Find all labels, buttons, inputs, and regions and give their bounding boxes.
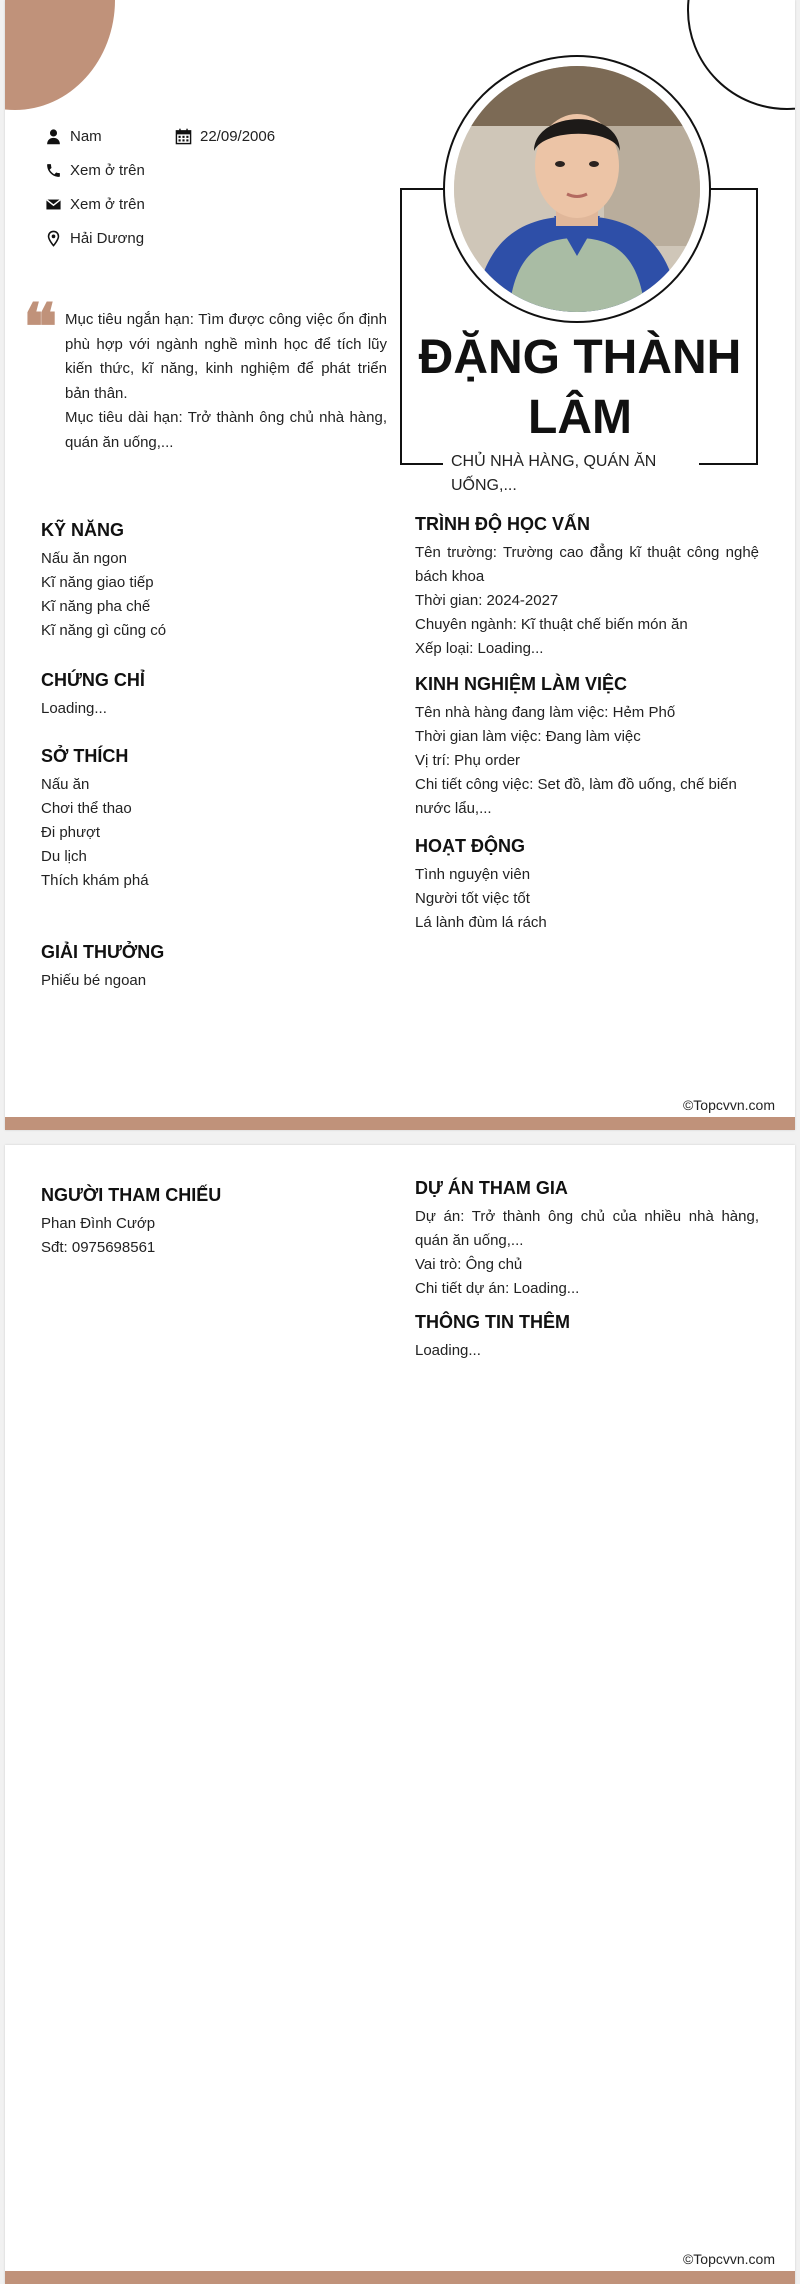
list-item: Tình nguyện viên [415,866,531,883]
objective-long-term: Mục tiêu dài hạn: Trở thành ông chủ nhà hàng, quán ăn uống,... [65,409,387,451]
extra-info-list [415,1339,481,1363]
projects-heading: DỰ ÁN THAM GIA [415,1178,568,1198]
person-icon [45,128,62,145]
avatar [454,66,700,312]
list-item: Vị trí: Phụ order [415,752,521,769]
decorative-corner-circle [5,0,115,110]
list-item: Lá lành đùm lá rách [415,914,547,931]
hobbies-heading: SỞ THÍCH [41,746,129,766]
envelope-icon [45,196,62,213]
skills-list [41,547,166,643]
copyright-text: ©Topcvvn.com [682,1097,775,1113]
gender-text: Nam [70,128,102,145]
list-item: Người tốt việc tốt [415,890,530,907]
list-item: Đi phượt [41,824,101,841]
career-objective [65,308,387,455]
list-item: Kĩ năng pha chế [41,598,151,615]
list-item: Nấu ăn [41,776,90,793]
extra-info-heading: THÔNG TIN THÊM [415,1312,570,1332]
list-item: Thích khám phá [41,872,149,889]
list-item: Vai trò: Ông chủ [415,1256,523,1273]
location-pin-icon [45,230,62,247]
calendar-icon [175,128,192,145]
decorative-corner-ring [687,0,795,110]
experience-heading: KINH NGHIỆM LÀM VIỆC [415,674,628,694]
list-item: Xếp loại: Loading... [415,640,544,657]
list-item: Thời gian làm việc: Đang làm việc [415,728,641,745]
phone-row [45,162,145,179]
address-row [45,230,144,247]
activities-heading: HOẠT ĐỘNG [415,836,525,856]
list-item: Chơi thể thao [41,800,132,817]
experience-list [415,701,759,821]
list-item: Thời gian: 2024-2027 [415,592,559,609]
education-list [415,541,759,661]
address-text: Hải Dương [70,230,145,247]
list-item: Loading... [41,700,107,717]
list-item: Phan Đình Cướp [41,1215,156,1232]
candidate-name: ĐẶNG THÀNH LÂM [418,331,742,444]
list-item: Sđt: 0975698561 [41,1239,156,1256]
job-title: CHỦ NHÀ HÀNG, QUÁN ĂN UỐNG,... [443,450,699,498]
list-item: Tên trường: Trường cao đẳng kĩ thuật công nghệ bách khoa [415,544,759,585]
certificates-heading: CHỨNG CHỈ [41,670,145,690]
list-item: Kĩ năng gì cũng có [41,622,167,639]
list-item: Chi tiết dự án: Loading... [415,1280,580,1297]
education-heading: TRÌNH ĐỘ HỌC VẤN [415,514,590,534]
copyright-text: ©Topcvvn.com [682,2251,775,2267]
activities-list [415,863,547,935]
footer-bar [5,2271,795,2284]
list-item: Tên nhà hàng đang làm việc: Hẻm Phố [415,704,676,721]
phone-text: Xem ở trên [70,162,145,179]
quote-icon: ❝ [23,290,58,365]
objective-short-term: Mục tiêu ngắn hạn: Tìm được công việc ổn định phù hợp với ngành nghề mình học để tích lũy kiến thức, kĩ năng, kinh nghiệm để phát triển bản thân. [65,311,387,402]
list-item: Chi tiết công việc: Set đồ, làm đồ uống, chế biến nước lẩu,... [415,776,737,817]
projects-list [415,1205,759,1301]
phone-icon [45,162,62,179]
gender-row [45,128,102,145]
hobbies-list [41,773,149,893]
cv-page-1 [5,0,795,1130]
list-item: Kĩ năng giao tiếp [41,574,154,591]
list-item: Du lịch [41,848,87,865]
birthday-text: 22/09/2006 [200,128,276,145]
avatar-photo-illustration [454,66,700,312]
skills-heading: KỸ NĂNG [41,520,125,540]
footer-bar [5,1117,795,1130]
awards-heading: GIẢI THƯỞNG [41,942,165,962]
awards-list [41,969,146,993]
email-row [45,196,145,213]
list-item: Chuyên ngành: Kĩ thuật chế biến món ăn [415,616,688,633]
list-item: Phiếu bé ngoan [41,972,147,989]
list-item: Loading... [415,1342,481,1359]
list-item: Nấu ăn ngon [41,550,127,567]
cv-page-2 [5,1145,795,2284]
references-list [41,1212,155,1260]
birthday-row [175,128,275,145]
certificates-list [41,697,107,721]
references-heading: NGƯỜI THAM CHIẾU [41,1185,222,1205]
list-item: Dự án: Trở thành ông chủ của nhiều nhà hàng, quán ăn uống,... [415,1208,759,1249]
email-text: Xem ở trên [70,196,145,213]
